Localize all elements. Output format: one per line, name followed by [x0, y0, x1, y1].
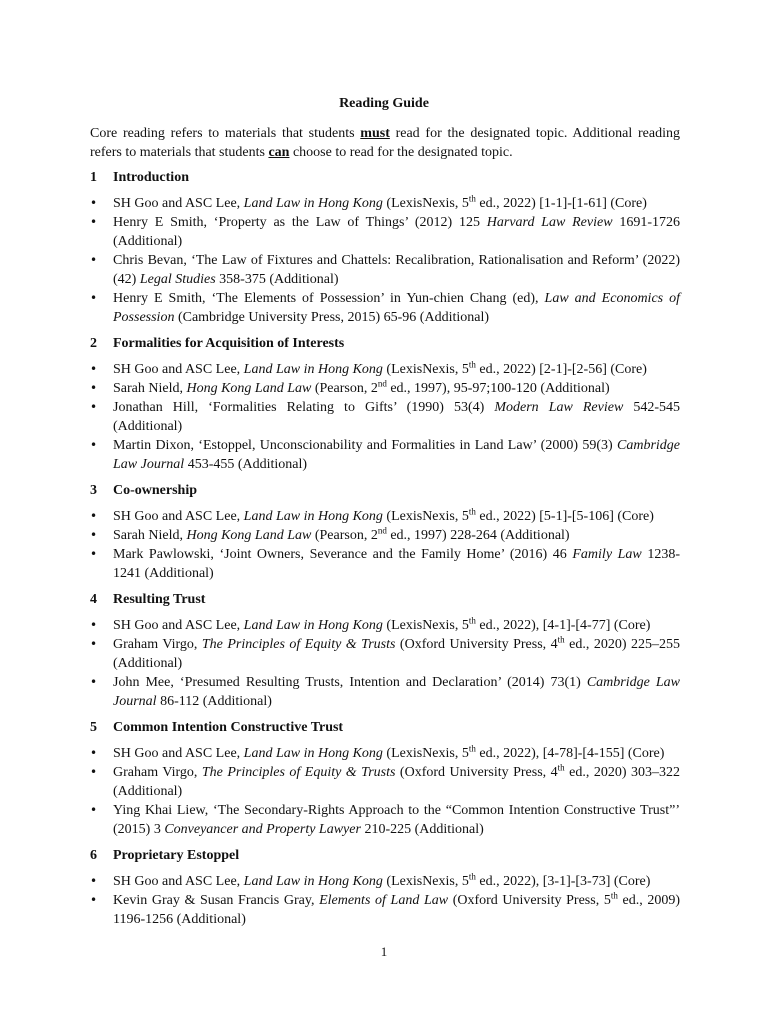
- section-1: [90, 168, 680, 327]
- publication-title: The Principles of Equity & Trusts: [201, 765, 396, 780]
- ordinal-suffix: th: [610, 890, 618, 901]
- citation-text: (Oxford University Press, 5: [448, 893, 611, 908]
- section-number: 5: [90, 720, 97, 735]
- reading-item: [90, 436, 680, 474]
- reading-item: [90, 251, 680, 289]
- publication-title: Legal Studies: [139, 272, 216, 287]
- citation-text: SH Goo and ASC Lee,: [113, 874, 244, 889]
- citation-text: (LexisNexis, 5: [382, 618, 469, 633]
- ordinal-suffix: th: [468, 615, 476, 626]
- reading-list: [90, 194, 680, 327]
- citation-text: SH Goo and ASC Lee,: [113, 618, 244, 633]
- citation-text: (LexisNexis, 5: [382, 874, 469, 889]
- publication-title: Law and Economics of Possession: [113, 291, 681, 325]
- intro-must-emphasis: must: [360, 126, 390, 141]
- citation-text: (Cambridge University Press, 2015) 65-96 (Additional): [174, 310, 490, 325]
- citation-text: Ying Khai Liew, ‘The Secondary-Rights Approach to the “Common Intention Constructive Trust”’ (2015) 3: [113, 803, 680, 837]
- page-title: Reading Guide: [339, 96, 429, 111]
- intro-paragraph: [90, 124, 680, 162]
- section-title: Formalities for Acquisition of Interests: [113, 336, 345, 351]
- ordinal-suffix: th: [468, 506, 476, 517]
- publication-title: Land Law in Hong Kong: [243, 618, 383, 633]
- reading-item: [90, 891, 680, 929]
- citation-text: ed., 1997) 228-264 (Additional): [386, 528, 570, 543]
- citation-text: ed., 2022) [2-1]-[2-56] (Core): [475, 362, 647, 377]
- citation-text: 210-225 (Additional): [360, 822, 484, 837]
- reading-item: [90, 545, 680, 583]
- section-title: Proprietary Estoppel: [113, 848, 240, 863]
- reading-item: [90, 398, 680, 436]
- publication-title: Family Law: [572, 547, 642, 562]
- ordinal-suffix: th: [468, 871, 476, 882]
- intro-can-emphasis: can: [268, 145, 290, 160]
- section-2: [90, 334, 680, 474]
- section-heading: [90, 168, 680, 187]
- citation-text: SH Goo and ASC Lee,: [113, 196, 244, 211]
- reading-item: [90, 213, 680, 251]
- intro-text: read for the designated topic. Additional reading refers to materials that students: [90, 126, 680, 160]
- citation-text: 1691-1726 (Additional): [113, 215, 680, 249]
- citation-text: Henry E Smith, ‘The Elements of Possession’ in Yun-chien Chang (ed),: [113, 291, 545, 306]
- reading-list: [90, 507, 680, 583]
- reading-item: [90, 673, 680, 711]
- reading-item: [90, 635, 680, 673]
- reading-item: [90, 744, 680, 763]
- citation-text: SH Goo and ASC Lee,: [113, 746, 244, 761]
- citation-text: 86-112 (Additional): [156, 694, 272, 709]
- section-title: Resulting Trust: [113, 592, 206, 607]
- section-3: [90, 481, 680, 583]
- intro-text: Core reading refers to materials that students: [90, 126, 361, 141]
- citation-text: 1238-1241 (Additional): [113, 547, 681, 581]
- citation-text: Sarah Nield,: [113, 528, 187, 543]
- publication-title: Land Law in Hong Kong: [243, 746, 383, 761]
- section-number: 6: [90, 848, 97, 863]
- citation-text: Kevin Gray & Susan Francis Gray,: [113, 893, 320, 908]
- citation-text: 542-545 (Additional): [113, 400, 680, 434]
- section-heading: [90, 590, 680, 609]
- section-title: Introduction: [113, 170, 189, 185]
- publication-title: Hong Kong Land Law: [186, 381, 312, 396]
- ordinal-suffix: th: [468, 743, 476, 754]
- publication-title: Elements of Land Law: [319, 893, 449, 908]
- citation-text: ed., 2009) 1196-1256 (Additional): [113, 893, 680, 927]
- citation-text: ed., 2022), [4-1]-[4-77] (Core): [475, 618, 651, 633]
- reading-item: [90, 379, 680, 398]
- citation-text: (Oxford University Press, 4: [395, 637, 558, 652]
- citation-text: Mark Pawlowski, ‘Joint Owners, Severance and the Family Home’ (2016) 46: [113, 547, 573, 562]
- citation-text: ed., 2022) [5-1]-[5-106] (Core): [475, 509, 654, 524]
- ordinal-suffix: th: [557, 762, 565, 773]
- section-heading: [90, 846, 680, 865]
- section-title: Common Intention Constructive Trust: [113, 720, 344, 735]
- citation-text: (LexisNexis, 5: [382, 746, 469, 761]
- section-heading: [90, 481, 680, 500]
- citation-text: Graham Virgo,: [113, 765, 202, 780]
- citation-text: (Pearson, 2: [311, 528, 378, 543]
- citation-text: Henry E Smith, ‘Property as the Law of Things’ (2012) 125: [113, 215, 487, 230]
- reading-item: [90, 872, 680, 891]
- citation-text: ed., 2022), [3-1]-[3-73] (Core): [475, 874, 651, 889]
- ordinal-suffix: th: [468, 359, 476, 370]
- ordinal-suffix: th: [468, 193, 476, 204]
- citation-text: 453-455 (Additional): [184, 457, 308, 472]
- reading-item: [90, 289, 680, 327]
- citation-text: (LexisNexis, 5: [382, 196, 469, 211]
- reading-item: [90, 360, 680, 379]
- reading-guide-body: [90, 124, 680, 936]
- section-number: 2: [90, 336, 97, 351]
- section-4: [90, 590, 680, 711]
- citation-text: SH Goo and ASC Lee,: [113, 509, 244, 524]
- section-heading: [90, 334, 680, 353]
- citation-text: Jonathan Hill, ‘Formalities Relating to Gifts’ (1990) 53(4): [113, 400, 495, 415]
- citation-text: Sarah Nield,: [113, 381, 187, 396]
- publication-title: Cambridge Law Journal: [113, 438, 680, 472]
- ordinal-suffix: nd: [377, 378, 387, 389]
- ordinal-suffix: nd: [377, 525, 387, 536]
- citation-text: ed., 2020) 225–255 (Additional): [113, 637, 680, 671]
- publication-title: Hong Kong Land Law: [186, 528, 312, 543]
- reading-item: [90, 526, 680, 545]
- citation-text: Graham Virgo,: [113, 637, 202, 652]
- section-title: Co-ownership: [113, 483, 198, 498]
- citation-text: ed., 2022) [1-1]-[1-61] (Core): [475, 196, 647, 211]
- ordinal-suffix: th: [557, 634, 565, 645]
- citation-text: ed., 2020) 303–322 (Additional): [113, 765, 680, 799]
- citation-text: (Oxford University Press, 4: [395, 765, 558, 780]
- citation-text: SH Goo and ASC Lee,: [113, 362, 244, 377]
- publication-title: Conveyancer and Property Lawyer: [164, 822, 361, 837]
- intro-text: choose to read for the designated topic.: [289, 145, 513, 160]
- section-5: [90, 718, 680, 839]
- section-heading: [90, 718, 680, 737]
- reading-item: [90, 507, 680, 526]
- reading-list: [90, 616, 680, 711]
- citation-text: 358-375 (Additional): [215, 272, 339, 287]
- publication-title: Land Law in Hong Kong: [243, 874, 383, 889]
- reading-item: [90, 801, 680, 839]
- reading-list: [90, 872, 680, 929]
- reading-item: [90, 194, 680, 213]
- sections-list: [90, 168, 680, 929]
- reading-item: [90, 763, 680, 801]
- citation-text: ed., 1997), 95-97;100-120 (Additional): [386, 381, 610, 396]
- citation-text: Martin Dixon, ‘Estoppel, Unconscionability and Formalities in Land Law’ (2000) 59(3): [113, 438, 617, 453]
- citation-text: (Pearson, 2: [311, 381, 378, 396]
- publication-title: Land Law in Hong Kong: [243, 509, 383, 524]
- section-number: 1: [90, 170, 97, 185]
- publication-title: Harvard Law Review: [486, 215, 613, 230]
- citation-text: Chris Bevan, ‘The Law of Fixtures and Chattels: Recalibration, Rationalisation and Reform’ (2022) (42): [113, 253, 680, 287]
- publication-title: Cambridge Law Journal: [113, 675, 681, 709]
- citation-text: (LexisNexis, 5: [382, 509, 469, 524]
- citation-text: John Mee, ‘Presumed Resulting Trusts, Intention and Declaration’ (2014) 73(1): [113, 675, 587, 690]
- section-number: 3: [90, 483, 97, 498]
- reading-item: [90, 616, 680, 635]
- reading-list: [90, 360, 680, 474]
- publication-title: Land Law in Hong Kong: [243, 362, 383, 377]
- publication-title: Land Law in Hong Kong: [243, 196, 383, 211]
- section-6: [90, 846, 680, 929]
- publication-title: The Principles of Equity & Trusts: [201, 637, 396, 652]
- page-number: 1: [380, 944, 388, 959]
- section-number: 4: [90, 592, 97, 607]
- citation-text: ed., 2022), [4-78]-[4-155] (Core): [475, 746, 665, 761]
- citation-text: (LexisNexis, 5: [382, 362, 469, 377]
- publication-title: Modern Law Review: [494, 400, 624, 415]
- reading-list: [90, 744, 680, 839]
